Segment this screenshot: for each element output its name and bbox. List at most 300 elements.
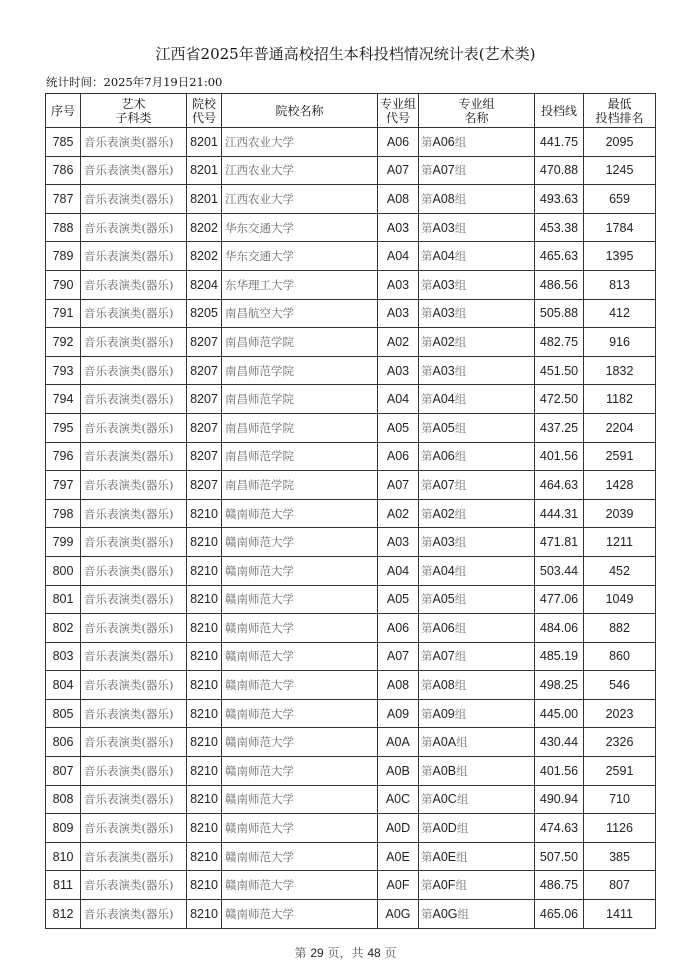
cell-school-name: 南昌航空大学 [222, 299, 378, 328]
cell-group-name [419, 270, 535, 299]
group-name-prefix: 第 [421, 449, 433, 464]
header-subject [81, 94, 187, 128]
cell-school-name: 江西农业大学 [222, 128, 378, 157]
header-line2: 代号 [385, 110, 410, 125]
cell-seq: 785 [46, 128, 81, 157]
cell-school-name: 南昌师范学院 [222, 471, 378, 500]
cell-score: 441.75 [535, 128, 584, 157]
cell-school-code: 8210 [187, 528, 222, 557]
table-row [46, 213, 656, 242]
cell-group-name [419, 671, 535, 700]
header-line2: 子科类 [115, 110, 152, 125]
group-name-suffix: 组 [454, 163, 467, 178]
group-name-id: A0C [432, 792, 457, 807]
cell-subject: 音乐表演类(器乐) [81, 757, 187, 786]
cell-school-name: 华东交通大学 [222, 213, 378, 242]
cell-subject: 音乐表演类(器乐) [81, 671, 187, 700]
cell-rank: 2326 [584, 728, 656, 757]
group-name-suffix: 组 [456, 792, 469, 807]
cell-rank: 2095 [584, 128, 656, 157]
cell-subject: 音乐表演类(器乐) [81, 785, 187, 814]
cell-seq: 798 [46, 499, 81, 528]
header-line1: 最低 [607, 96, 632, 111]
cell-group-code: A03 [378, 528, 419, 557]
group-name-id: A0B [432, 763, 457, 778]
cell-group-code: A03 [378, 356, 419, 385]
cell-seq: 787 [46, 185, 81, 214]
group-name-prefix: 第 [421, 477, 433, 492]
cell-score: 471.81 [535, 528, 584, 557]
group-name-prefix: 第 [421, 592, 433, 607]
cell-school-code: 8207 [187, 413, 222, 442]
group-name-id: A0E [432, 849, 457, 864]
cell-school-name: 赣南师范大学 [222, 585, 378, 614]
group-name-suffix: 组 [454, 506, 467, 521]
group-name-prefix: 第 [421, 306, 433, 321]
group-name-prefix: 第 [421, 220, 433, 235]
cell-school-code: 8204 [187, 270, 222, 299]
cell-group-name [419, 871, 535, 900]
cell-school-name: 南昌师范学院 [222, 356, 378, 385]
cell-school-name: 南昌师范学院 [222, 413, 378, 442]
cell-school-name: 赣南师范大学 [222, 614, 378, 643]
cell-school-name: 赣南师范大学 [222, 556, 378, 585]
group-name-prefix: 第 [421, 506, 433, 521]
cell-school-code: 8210 [187, 900, 222, 929]
table-row [46, 356, 656, 385]
cell-seq: 797 [46, 471, 81, 500]
cell-school-code: 8202 [187, 213, 222, 242]
cell-rank: 710 [584, 785, 656, 814]
group-name-suffix: 组 [454, 134, 467, 149]
group-name-suffix: 组 [454, 563, 467, 578]
cell-school-code: 8210 [187, 699, 222, 728]
cell-seq: 794 [46, 385, 81, 414]
group-name-id: A06 [432, 449, 455, 464]
group-name-id: A04 [432, 392, 455, 407]
cell-group-code: A07 [378, 471, 419, 500]
group-name-prefix: 第 [421, 363, 433, 378]
cell-seq: 807 [46, 757, 81, 786]
page-suffix: 页 [380, 946, 397, 960]
group-name-prefix: 第 [421, 535, 433, 550]
cell-rank: 860 [584, 642, 656, 671]
cell-seq: 796 [46, 442, 81, 471]
group-name-id: A09 [432, 706, 455, 721]
cell-group-code: A08 [378, 185, 419, 214]
cell-school-name: 江西农业大学 [222, 185, 378, 214]
group-name-prefix: 第 [421, 563, 433, 578]
cell-seq: 792 [46, 328, 81, 357]
group-name-prefix: 第 [421, 678, 433, 693]
group-name-suffix: 组 [454, 191, 467, 206]
cell-school-name: 江西农业大学 [222, 156, 378, 185]
cell-school-name: 东华理工大学 [222, 270, 378, 299]
cell-school-name: 南昌师范学院 [222, 442, 378, 471]
cell-school-name: 赣南师范大学 [222, 757, 378, 786]
group-name-prefix: 第 [421, 792, 433, 807]
cell-group-code: A0C [378, 785, 419, 814]
table-row [46, 614, 656, 643]
cell-subject: 音乐表演类(器乐) [81, 900, 187, 929]
cell-score: 472.50 [535, 385, 584, 414]
table-row [46, 185, 656, 214]
cell-group-code: A0D [378, 814, 419, 843]
cell-group-name [419, 556, 535, 585]
cell-rank: 412 [584, 299, 656, 328]
cell-rank: 1411 [584, 900, 656, 929]
group-name-id: A08 [432, 191, 455, 206]
group-name-prefix: 第 [421, 420, 433, 435]
cell-score: 401.56 [535, 442, 584, 471]
cell-rank: 2204 [584, 413, 656, 442]
cell-school-code: 8210 [187, 814, 222, 843]
cell-group-name [419, 213, 535, 242]
cell-school-name: 赣南师范大学 [222, 528, 378, 557]
cell-group-code: A03 [378, 299, 419, 328]
cell-score: 465.63 [535, 242, 584, 271]
current-page: 29 [310, 946, 324, 960]
group-name-prefix: 第 [421, 906, 433, 921]
cell-seq: 802 [46, 614, 81, 643]
cell-group-name [419, 385, 535, 414]
group-name-id: A05 [432, 592, 455, 607]
cell-group-code: A07 [378, 642, 419, 671]
cell-rank: 1211 [584, 528, 656, 557]
cell-rank: 1245 [584, 156, 656, 185]
cell-subject: 音乐表演类(器乐) [81, 156, 187, 185]
group-name-prefix: 第 [421, 821, 433, 836]
cell-school-name: 赣南师范大学 [222, 671, 378, 700]
cell-group-code: A0B [378, 757, 419, 786]
cell-group-name [419, 614, 535, 643]
cell-subject: 音乐表演类(器乐) [81, 842, 187, 871]
cell-school-name: 赣南师范大学 [222, 814, 378, 843]
cell-rank: 2023 [584, 699, 656, 728]
cell-subject: 音乐表演类(器乐) [81, 814, 187, 843]
cell-rank: 2591 [584, 757, 656, 786]
group-name-id: A0G [432, 906, 458, 921]
header-line1: 院校 [191, 96, 216, 111]
header-group-code [378, 94, 419, 128]
cell-seq: 809 [46, 814, 81, 843]
cell-subject: 音乐表演类(器乐) [81, 699, 187, 728]
group-name-suffix: 组 [454, 706, 467, 721]
cell-group-code: A06 [378, 442, 419, 471]
cell-subject: 音乐表演类(器乐) [81, 328, 187, 357]
group-name-suffix: 组 [454, 277, 467, 292]
cell-seq: 811 [46, 871, 81, 900]
cell-rank: 2591 [584, 442, 656, 471]
group-name-suffix: 组 [455, 878, 467, 893]
group-name-suffix: 组 [454, 363, 467, 378]
page-middle: 页，共 [323, 946, 368, 960]
group-name-suffix: 组 [456, 821, 469, 836]
group-name-id: A03 [432, 363, 455, 378]
cell-rank: 452 [584, 556, 656, 585]
cell-rank: 1428 [584, 471, 656, 500]
cell-rank: 1395 [584, 242, 656, 271]
table-row [46, 413, 656, 442]
cell-seq: 793 [46, 356, 81, 385]
cell-score: 505.88 [535, 299, 584, 328]
table-row [46, 642, 656, 671]
group-name-id: A02 [432, 506, 455, 521]
table-row [46, 128, 656, 157]
cell-subject: 音乐表演类(器乐) [81, 528, 187, 557]
table-row [46, 528, 656, 557]
table-row [46, 585, 656, 614]
table-row [46, 442, 656, 471]
group-name-prefix: 第 [421, 191, 433, 206]
group-name-id: A06 [432, 134, 455, 149]
table-row [46, 385, 656, 414]
table-row [46, 156, 656, 185]
cell-school-code: 8202 [187, 242, 222, 271]
cell-subject: 音乐表演类(器乐) [81, 442, 187, 471]
table-row [46, 785, 656, 814]
cell-rank: 1784 [584, 213, 656, 242]
header-rank [584, 94, 656, 128]
table-row [46, 556, 656, 585]
cell-score: 470.88 [535, 156, 584, 185]
cell-group-code: A03 [378, 213, 419, 242]
cell-group-code: A09 [378, 699, 419, 728]
group-name-suffix: 组 [454, 592, 467, 607]
cell-school-name: 赣南师范大学 [222, 728, 378, 757]
cell-score: 465.06 [535, 900, 584, 929]
cell-score: 464.63 [535, 471, 584, 500]
cell-rank: 813 [584, 270, 656, 299]
cell-group-code: A03 [378, 270, 419, 299]
group-name-suffix: 组 [456, 763, 468, 778]
header-line2: 代号 [191, 110, 216, 125]
cell-score: 482.75 [535, 328, 584, 357]
cell-group-code: A08 [378, 671, 419, 700]
document-title: 江西省2025年普通高校招生本科投档情况统计表(艺术类) [155, 45, 536, 63]
group-name-id: A07 [432, 163, 455, 178]
group-name-id: A08 [432, 678, 455, 693]
table-header-row [46, 94, 656, 128]
header-school-code [187, 94, 222, 128]
group-name-id: A03 [432, 220, 455, 235]
cell-group-name [419, 499, 535, 528]
cell-group-code: A04 [378, 556, 419, 585]
cell-score: 490.94 [535, 785, 584, 814]
table-row [46, 328, 656, 357]
cell-score: 503.44 [535, 556, 584, 585]
cell-school-name: 赣南师范大学 [222, 699, 378, 728]
cell-group-name [419, 471, 535, 500]
cell-group-name [419, 242, 535, 271]
group-name-id: A03 [432, 306, 455, 321]
table-row [46, 814, 656, 843]
cell-seq: 790 [46, 270, 81, 299]
group-name-prefix: 第 [421, 249, 433, 264]
cell-school-code: 8210 [187, 614, 222, 643]
group-name-suffix: 组 [456, 735, 468, 750]
cell-school-code: 8210 [187, 671, 222, 700]
cell-score: 486.56 [535, 270, 584, 299]
cell-group-name [419, 757, 535, 786]
cell-subject: 音乐表演类(器乐) [81, 185, 187, 214]
group-name-suffix: 组 [454, 220, 467, 235]
group-name-id: A03 [432, 277, 455, 292]
cell-seq: 791 [46, 299, 81, 328]
cell-school-name: 赣南师范大学 [222, 842, 378, 871]
cell-subject: 音乐表演类(器乐) [81, 728, 187, 757]
cell-seq: 805 [46, 699, 81, 728]
cell-score: 484.06 [535, 614, 584, 643]
cell-group-name [419, 328, 535, 357]
cell-score: 451.50 [535, 356, 584, 385]
cell-group-name [419, 642, 535, 671]
table-row [46, 270, 656, 299]
cell-school-code: 8205 [187, 299, 222, 328]
cell-subject: 音乐表演类(器乐) [81, 299, 187, 328]
cell-school-code: 8210 [187, 871, 222, 900]
cell-school-code: 8210 [187, 642, 222, 671]
cell-group-code: A0E [378, 842, 419, 871]
cell-group-code: A04 [378, 242, 419, 271]
cell-rank: 1049 [584, 585, 656, 614]
cell-school-code: 8201 [187, 128, 222, 157]
cell-group-code: A04 [378, 385, 419, 414]
group-name-id: A0D [432, 821, 457, 836]
cell-subject: 音乐表演类(器乐) [81, 270, 187, 299]
group-name-suffix: 组 [457, 906, 470, 921]
cell-group-name [419, 900, 535, 929]
cell-group-name [419, 356, 535, 385]
cell-group-name [419, 842, 535, 871]
table-row [46, 900, 656, 929]
table-row [46, 499, 656, 528]
cell-group-code: A02 [378, 328, 419, 357]
stat-time: 统计时间：2025年7月19日21:00 [46, 75, 223, 89]
group-name-prefix: 第 [421, 163, 433, 178]
group-name-id: A07 [432, 477, 455, 492]
cell-score: 401.56 [535, 757, 584, 786]
group-name-id: A02 [432, 334, 455, 349]
table-row [46, 757, 656, 786]
group-name-suffix: 组 [454, 249, 467, 264]
cell-subject: 音乐表演类(器乐) [81, 614, 187, 643]
page-prefix: 第 [294, 946, 311, 960]
cell-score: 507.50 [535, 842, 584, 871]
cell-group-code: A05 [378, 413, 419, 442]
header-line1: 序号 [50, 103, 75, 118]
cell-rank: 882 [584, 614, 656, 643]
group-name-id: A03 [432, 535, 455, 550]
cell-school-code: 8207 [187, 385, 222, 414]
cell-score: 430.44 [535, 728, 584, 757]
group-name-suffix: 组 [454, 420, 467, 435]
cell-group-name [419, 528, 535, 557]
admission-table [45, 93, 656, 929]
table-row [46, 299, 656, 328]
group-name-prefix: 第 [421, 878, 433, 893]
table-row [46, 242, 656, 271]
cell-group-code: A07 [378, 156, 419, 185]
cell-rank: 546 [584, 671, 656, 700]
total-pages: 48 [367, 946, 381, 960]
cell-school-name: 赣南师范大学 [222, 785, 378, 814]
cell-school-code: 8210 [187, 556, 222, 585]
group-name-suffix: 组 [454, 334, 467, 349]
cell-school-name: 华东交通大学 [222, 242, 378, 271]
cell-subject: 音乐表演类(器乐) [81, 556, 187, 585]
group-name-prefix: 第 [421, 277, 433, 292]
cell-score: 493.63 [535, 185, 584, 214]
group-name-prefix: 第 [421, 849, 433, 864]
cell-group-name [419, 128, 535, 157]
header-school-name [222, 94, 378, 128]
group-name-prefix: 第 [421, 735, 433, 750]
group-name-id: A0A [432, 735, 457, 750]
cell-group-code: A02 [378, 499, 419, 528]
cell-school-code: 8207 [187, 356, 222, 385]
cell-school-code: 8210 [187, 785, 222, 814]
cell-rank: 2039 [584, 499, 656, 528]
table-row [46, 871, 656, 900]
cell-seq: 804 [46, 671, 81, 700]
cell-group-name [419, 699, 535, 728]
group-name-suffix: 组 [454, 649, 467, 664]
table-row [46, 471, 656, 500]
cell-subject: 音乐表演类(器乐) [81, 385, 187, 414]
cell-school-code: 8210 [187, 757, 222, 786]
group-name-prefix: 第 [421, 649, 433, 664]
table-body [46, 128, 656, 929]
group-name-id: A05 [432, 420, 455, 435]
cell-subject: 音乐表演类(器乐) [81, 642, 187, 671]
cell-group-name [419, 156, 535, 185]
cell-rank: 659 [584, 185, 656, 214]
group-name-suffix: 组 [454, 477, 467, 492]
group-name-suffix: 组 [454, 449, 467, 464]
header-line1: 专业组 [458, 96, 495, 111]
cell-group-name [419, 728, 535, 757]
cell-subject: 音乐表演类(器乐) [81, 356, 187, 385]
group-name-id: A04 [432, 249, 455, 264]
group-name-suffix: 组 [454, 535, 467, 550]
group-name-prefix: 第 [421, 134, 433, 149]
header-line1: 投档线 [540, 103, 577, 118]
cell-group-name [419, 413, 535, 442]
cell-subject: 音乐表演类(器乐) [81, 499, 187, 528]
cell-score: 474.63 [535, 814, 584, 843]
cell-group-name [419, 299, 535, 328]
header-line1: 艺术 [121, 96, 146, 111]
cell-score: 445.00 [535, 699, 584, 728]
table-row [46, 671, 656, 700]
cell-score: 486.75 [535, 871, 584, 900]
cell-subject: 音乐表演类(器乐) [81, 213, 187, 242]
cell-seq: 801 [46, 585, 81, 614]
cell-group-name [419, 785, 535, 814]
group-name-prefix: 第 [421, 392, 433, 407]
cell-score: 498.25 [535, 671, 584, 700]
group-name-prefix: 第 [421, 706, 433, 721]
cell-school-name: 南昌师范学院 [222, 385, 378, 414]
cell-school-code: 8210 [187, 585, 222, 614]
cell-seq: 789 [46, 242, 81, 271]
cell-school-name: 赣南师范大学 [222, 871, 378, 900]
cell-group-code: A06 [378, 614, 419, 643]
table-row [46, 699, 656, 728]
cell-score: 437.25 [535, 413, 584, 442]
cell-subject: 音乐表演类(器乐) [81, 585, 187, 614]
